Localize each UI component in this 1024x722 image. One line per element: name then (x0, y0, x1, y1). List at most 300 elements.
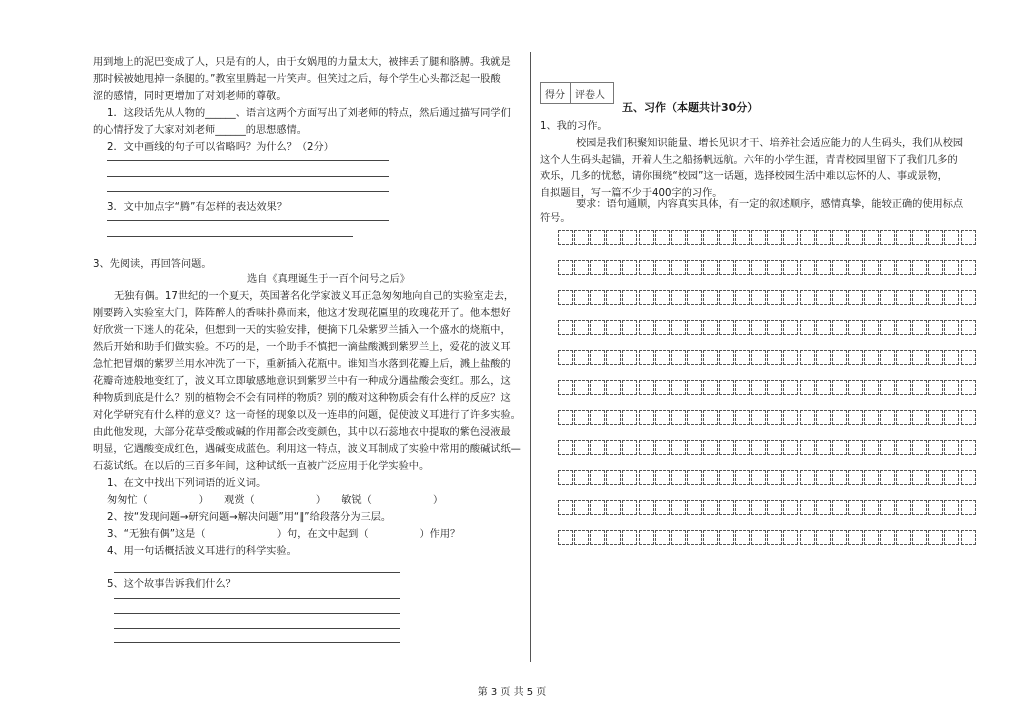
answer-line[interactable] (107, 176, 389, 177)
grid-cell[interactable] (961, 230, 976, 245)
grid-cell[interactable] (832, 470, 847, 485)
grid-cell[interactable] (912, 350, 927, 365)
grid-cell[interactable] (767, 530, 782, 545)
grid-cell[interactable] (832, 530, 847, 545)
grid-cell[interactable] (767, 260, 782, 275)
grid-cell[interactable] (671, 530, 686, 545)
grid-cell[interactable] (639, 260, 654, 275)
grid-cell[interactable] (800, 470, 815, 485)
grid-cell[interactable] (622, 440, 637, 455)
grid-cell[interactable] (655, 470, 670, 485)
grid-cell[interactable] (703, 470, 718, 485)
grid-cell[interactable] (558, 320, 573, 335)
grid-cell[interactable] (735, 530, 750, 545)
grid-cell[interactable] (606, 440, 621, 455)
grid-cell[interactable] (864, 530, 879, 545)
grid-cell[interactable] (639, 230, 654, 245)
grid-cell[interactable] (783, 500, 798, 515)
grid-cell[interactable] (687, 380, 702, 395)
grid-cell[interactable] (928, 260, 943, 275)
grid-cell[interactable] (622, 260, 637, 275)
grid-cell[interactable] (622, 350, 637, 365)
answer-line[interactable] (107, 160, 389, 161)
passage-line: 种物质到底是什么？别的植物会不会有同样的物质？别的酸对这种物质会有什么样的反应？这 (93, 393, 511, 404)
grid-cell[interactable] (961, 350, 976, 365)
grid-cell[interactable] (783, 530, 798, 545)
grid-cell[interactable] (687, 500, 702, 515)
grid-cell[interactable] (848, 320, 863, 335)
grid-cell[interactable] (800, 290, 815, 305)
grid-cell[interactable] (800, 320, 815, 335)
grid-cell[interactable] (655, 320, 670, 335)
grid-cell[interactable] (896, 530, 911, 545)
grid-cell[interactable] (622, 500, 637, 515)
grid-cell[interactable] (655, 350, 670, 365)
grid-cell[interactable] (832, 410, 847, 425)
grid-cell[interactable] (719, 530, 734, 545)
grid-cell[interactable] (703, 350, 718, 365)
grid-cell[interactable] (896, 470, 911, 485)
grid-cell[interactable] (735, 350, 750, 365)
grid-cell[interactable] (574, 260, 589, 275)
grid-cell[interactable] (880, 290, 895, 305)
grid-cell[interactable] (751, 530, 766, 545)
grid-cell[interactable] (719, 350, 734, 365)
grid-cell[interactable] (783, 380, 798, 395)
grid-cell[interactable] (767, 410, 782, 425)
grid-cell[interactable] (832, 350, 847, 365)
grid-cell[interactable] (848, 350, 863, 365)
grid-cell[interactable] (848, 500, 863, 515)
grid-cell[interactable] (671, 320, 686, 335)
grid-cell[interactable] (832, 260, 847, 275)
grid-cell[interactable] (751, 440, 766, 455)
grid-cell[interactable] (944, 410, 959, 425)
grid-cell[interactable] (928, 500, 943, 515)
grid-cell[interactable] (767, 440, 782, 455)
question-1-line-1: 1．这段话先从人物的______、语言这两个方面写出了刘老师的特点，然后通过描写同学们 (107, 108, 511, 119)
grid-cell[interactable] (961, 380, 976, 395)
grid-cell[interactable] (606, 470, 621, 485)
grid-cell[interactable] (880, 380, 895, 395)
grid-cell[interactable] (719, 440, 734, 455)
grid-cell[interactable] (944, 530, 959, 545)
grid-cell[interactable] (800, 260, 815, 275)
grid-cell[interactable] (574, 380, 589, 395)
grid-cell[interactable] (896, 500, 911, 515)
grid-cell[interactable] (783, 350, 798, 365)
grid-cell[interactable] (574, 440, 589, 455)
grid-cell[interactable] (735, 500, 750, 515)
grid-cell[interactable] (687, 230, 702, 245)
answer-line[interactable] (107, 191, 389, 192)
grid-cell[interactable] (816, 320, 831, 335)
grid-cell[interactable] (590, 470, 605, 485)
grid-cell[interactable] (719, 320, 734, 335)
grid-cell[interactable] (928, 380, 943, 395)
grid-cell[interactable] (751, 260, 766, 275)
grid-cell[interactable] (896, 260, 911, 275)
grid-cell[interactable] (896, 320, 911, 335)
grid-cell[interactable] (928, 470, 943, 485)
grid-cell[interactable] (961, 530, 976, 545)
grid-cell[interactable] (880, 230, 895, 245)
grid-cell[interactable] (912, 230, 927, 245)
grid-cell[interactable] (671, 410, 686, 425)
grid-cell[interactable] (590, 410, 605, 425)
grid-cell[interactable] (961, 320, 976, 335)
grid-cell[interactable] (880, 470, 895, 485)
grid-cell[interactable] (912, 290, 927, 305)
grid-cell[interactable] (719, 230, 734, 245)
grid-cell[interactable] (832, 380, 847, 395)
answer-line[interactable] (114, 598, 400, 599)
answer-line[interactable] (107, 220, 389, 221)
grid-cell[interactable] (558, 440, 573, 455)
grid-cell[interactable] (606, 380, 621, 395)
grid-cell[interactable] (880, 500, 895, 515)
grid-cell[interactable] (783, 440, 798, 455)
grid-cell[interactable] (590, 530, 605, 545)
grid-cell[interactable] (622, 320, 637, 335)
grid-cell[interactable] (671, 500, 686, 515)
grid-cell[interactable] (671, 260, 686, 275)
grid-cell[interactable] (687, 530, 702, 545)
grid-cell[interactable] (848, 290, 863, 305)
grid-cell[interactable] (719, 500, 734, 515)
grid-cell[interactable] (703, 500, 718, 515)
grid-cell[interactable] (944, 500, 959, 515)
grid-cell[interactable] (639, 440, 654, 455)
grid-cell[interactable] (719, 260, 734, 275)
grid-cell[interactable] (864, 440, 879, 455)
grid-cell[interactable] (703, 410, 718, 425)
grid-cell[interactable] (558, 260, 573, 275)
grid-cell[interactable] (800, 500, 815, 515)
grid-cell[interactable] (816, 470, 831, 485)
grid-cell[interactable] (558, 230, 573, 245)
grid-cell[interactable] (590, 380, 605, 395)
grid-cell[interactable] (896, 350, 911, 365)
grid-cell[interactable] (800, 230, 815, 245)
grid-cell[interactable] (864, 230, 879, 245)
grid-cell[interactable] (687, 470, 702, 485)
grid-cell[interactable] (735, 440, 750, 455)
grid-cell[interactable] (783, 290, 798, 305)
grid-cell[interactable] (800, 410, 815, 425)
grid-cell[interactable] (864, 290, 879, 305)
grid-cell[interactable] (912, 410, 927, 425)
grid-cell[interactable] (961, 410, 976, 425)
grid-cell[interactable] (944, 470, 959, 485)
grid-cell[interactable] (816, 530, 831, 545)
grid-cell[interactable] (622, 290, 637, 305)
grid-cell[interactable] (880, 410, 895, 425)
grid-cell[interactable] (751, 500, 766, 515)
grid-cell[interactable] (719, 380, 734, 395)
grid-cell[interactable] (896, 290, 911, 305)
grid-cell[interactable] (719, 290, 734, 305)
grid-cell[interactable] (703, 440, 718, 455)
grid-cell[interactable] (880, 320, 895, 335)
grid-cell[interactable] (558, 530, 573, 545)
grid-cell[interactable] (783, 320, 798, 335)
grid-cell[interactable] (639, 410, 654, 425)
answer-line[interactable] (114, 628, 400, 629)
grid-cell[interactable] (848, 440, 863, 455)
grid-cell[interactable] (751, 320, 766, 335)
grid-cell[interactable] (928, 530, 943, 545)
grid-cell[interactable] (832, 290, 847, 305)
grid-cell[interactable] (687, 410, 702, 425)
grid-cell[interactable] (751, 470, 766, 485)
grid-cell[interactable] (574, 500, 589, 515)
grid-cell[interactable] (912, 470, 927, 485)
grid-cell[interactable] (767, 290, 782, 305)
grid-cell[interactable] (912, 440, 927, 455)
grid-cell[interactable] (655, 260, 670, 275)
grid-cell[interactable] (848, 410, 863, 425)
grid-cell[interactable] (735, 290, 750, 305)
grid-cell[interactable] (574, 350, 589, 365)
grid-cell[interactable] (751, 350, 766, 365)
grid-cell[interactable] (590, 320, 605, 335)
grid-cell[interactable] (590, 260, 605, 275)
grid-cell[interactable] (816, 440, 831, 455)
grid-cell[interactable] (606, 410, 621, 425)
grid-cell[interactable] (606, 230, 621, 245)
grid-cell[interactable] (800, 350, 815, 365)
grid-cell[interactable] (735, 410, 750, 425)
grid-cell[interactable] (928, 440, 943, 455)
grid-cell[interactable] (816, 290, 831, 305)
grid-cell[interactable] (832, 500, 847, 515)
grid-cell[interactable] (735, 470, 750, 485)
grid-cell[interactable] (622, 470, 637, 485)
grid-cell[interactable] (944, 290, 959, 305)
grid-cell[interactable] (816, 410, 831, 425)
grid-cell[interactable] (912, 530, 927, 545)
grid-cell[interactable] (719, 470, 734, 485)
grid-cell[interactable] (719, 410, 734, 425)
answer-line[interactable] (114, 613, 400, 614)
grid-cell[interactable] (622, 230, 637, 245)
grid-cell[interactable] (816, 230, 831, 245)
grid-cell[interactable] (590, 350, 605, 365)
grid-cell[interactable] (606, 530, 621, 545)
grid-cell[interactable] (751, 410, 766, 425)
grid-cell[interactable] (671, 230, 686, 245)
grid-cell[interactable] (928, 230, 943, 245)
grid-cell[interactable] (880, 530, 895, 545)
grid-cell[interactable] (590, 440, 605, 455)
grid-cell[interactable] (896, 380, 911, 395)
grid-cell[interactable] (639, 320, 654, 335)
essay-item-1: 1、我的习作。 (540, 121, 608, 132)
grid-cell[interactable] (783, 410, 798, 425)
grid-cell[interactable] (606, 260, 621, 275)
grid-cell[interactable] (751, 380, 766, 395)
grid-cell[interactable] (655, 230, 670, 245)
grid-cell[interactable] (751, 230, 766, 245)
grid-cell[interactable] (832, 440, 847, 455)
grid-cell[interactable] (671, 440, 686, 455)
grid-cell[interactable] (880, 350, 895, 365)
grid-cell[interactable] (622, 410, 637, 425)
grid-cell[interactable] (800, 440, 815, 455)
answer-line[interactable] (107, 236, 353, 237)
grid-cell[interactable] (655, 380, 670, 395)
grid-cell[interactable] (961, 470, 976, 485)
grid-cell[interactable] (590, 230, 605, 245)
grid-cell[interactable] (864, 260, 879, 275)
grid-cell[interactable] (639, 380, 654, 395)
grid-cell[interactable] (783, 260, 798, 275)
grid-cell[interactable] (671, 290, 686, 305)
grid-cell[interactable] (767, 230, 782, 245)
grid-cell[interactable] (912, 500, 927, 515)
grid-cell[interactable] (944, 350, 959, 365)
grid-cell[interactable] (590, 500, 605, 515)
grid-cell[interactable] (912, 260, 927, 275)
grid-cell[interactable] (864, 470, 879, 485)
grid-cell[interactable] (639, 350, 654, 365)
grid-cell[interactable] (574, 320, 589, 335)
grid-cell[interactable] (639, 500, 654, 515)
grid-cell[interactable] (671, 380, 686, 395)
grid-cell[interactable] (558, 470, 573, 485)
grid-cell[interactable] (848, 230, 863, 245)
grid-cell[interactable] (783, 230, 798, 245)
grid-cell[interactable] (558, 350, 573, 365)
grid-cell[interactable] (558, 290, 573, 305)
grid-cell[interactable] (671, 470, 686, 485)
grid-cell[interactable] (832, 230, 847, 245)
grid-cell[interactable] (606, 500, 621, 515)
grid-cell[interactable] (606, 350, 621, 365)
grid-cell[interactable] (655, 290, 670, 305)
grid-cell[interactable] (606, 290, 621, 305)
grid-cell[interactable] (574, 290, 589, 305)
grid-cell[interactable] (703, 290, 718, 305)
grid-cell[interactable] (832, 320, 847, 335)
grid-cell[interactable] (703, 230, 718, 245)
grid-cell[interactable] (655, 530, 670, 545)
grid-cell[interactable] (687, 320, 702, 335)
grid-cell[interactable] (655, 410, 670, 425)
grid-cell[interactable] (912, 380, 927, 395)
grid-cell[interactable] (558, 410, 573, 425)
grid-cell[interactable] (574, 470, 589, 485)
grid-cell[interactable] (639, 530, 654, 545)
grid-cell[interactable] (735, 380, 750, 395)
grid-cell[interactable] (687, 440, 702, 455)
grid-cell[interactable] (558, 500, 573, 515)
answer-line[interactable] (114, 642, 400, 643)
grid-cell[interactable] (816, 500, 831, 515)
grid-cell[interactable] (735, 230, 750, 245)
grid-cell[interactable] (703, 380, 718, 395)
grid-cell[interactable] (687, 290, 702, 305)
grid-cell[interactable] (622, 530, 637, 545)
grid-cell[interactable] (961, 290, 976, 305)
grid-cell[interactable] (896, 440, 911, 455)
grid-cell[interactable] (848, 380, 863, 395)
grid-cell[interactable] (767, 350, 782, 365)
grid-cell[interactable] (800, 530, 815, 545)
grid-cell[interactable] (944, 320, 959, 335)
grid-cell[interactable] (880, 440, 895, 455)
grid-cell[interactable] (606, 320, 621, 335)
grid-cell[interactable] (944, 260, 959, 275)
grid-cell[interactable] (703, 320, 718, 335)
grid-cell[interactable] (735, 260, 750, 275)
grid-cell[interactable] (767, 500, 782, 515)
grid-cell[interactable] (622, 380, 637, 395)
essay-prompt-line: 校园是我们积聚知识能量、增长见识才干、培养社会适应能力的人生码头，我们从校园 (576, 138, 964, 149)
grid-cell[interactable] (961, 500, 976, 515)
grid-cell[interactable] (767, 320, 782, 335)
grid-cell[interactable] (896, 410, 911, 425)
grid-cell[interactable] (655, 440, 670, 455)
grid-cell[interactable] (896, 230, 911, 245)
grid-cell[interactable] (928, 320, 943, 335)
grid-cell[interactable] (574, 410, 589, 425)
grid-cell[interactable] (751, 290, 766, 305)
grid-cell[interactable] (944, 230, 959, 245)
grid-cell[interactable] (655, 500, 670, 515)
grid-cell[interactable] (800, 380, 815, 395)
grid-cell[interactable] (928, 290, 943, 305)
grid-cell[interactable] (767, 470, 782, 485)
grid-cell[interactable] (574, 530, 589, 545)
grid-cell[interactable] (574, 230, 589, 245)
grid-cell[interactable] (671, 350, 686, 365)
grid-cell[interactable] (816, 380, 831, 395)
grid-cell[interactable] (848, 260, 863, 275)
grid-cell[interactable] (864, 320, 879, 335)
grid-cell[interactable] (703, 260, 718, 275)
grid-cell[interactable] (961, 440, 976, 455)
grid-cell[interactable] (687, 260, 702, 275)
grid-cell[interactable] (590, 290, 605, 305)
grid-cell[interactable] (639, 470, 654, 485)
grid-cell[interactable] (961, 260, 976, 275)
grid-cell[interactable] (848, 470, 863, 485)
answer-line[interactable] (114, 572, 400, 573)
grid-cell[interactable] (703, 530, 718, 545)
grid-cell[interactable] (880, 260, 895, 275)
grid-cell[interactable] (816, 260, 831, 275)
grid-cell[interactable] (912, 320, 927, 335)
grid-cell[interactable] (735, 320, 750, 335)
grid-cell[interactable] (848, 530, 863, 545)
grid-cell[interactable] (864, 500, 879, 515)
grid-cell[interactable] (944, 380, 959, 395)
grid-cell[interactable] (944, 440, 959, 455)
grid-cell[interactable] (928, 350, 943, 365)
grid-cell[interactable] (816, 350, 831, 365)
grid-cell[interactable] (783, 470, 798, 485)
grid-cell[interactable] (864, 410, 879, 425)
grid-cell[interactable] (558, 380, 573, 395)
grid-cell[interactable] (864, 380, 879, 395)
grid-cell[interactable] (767, 380, 782, 395)
grid-cell[interactable] (864, 350, 879, 365)
grid-cell[interactable] (639, 290, 654, 305)
grid-cell[interactable] (928, 410, 943, 425)
grid-cell[interactable] (687, 350, 702, 365)
